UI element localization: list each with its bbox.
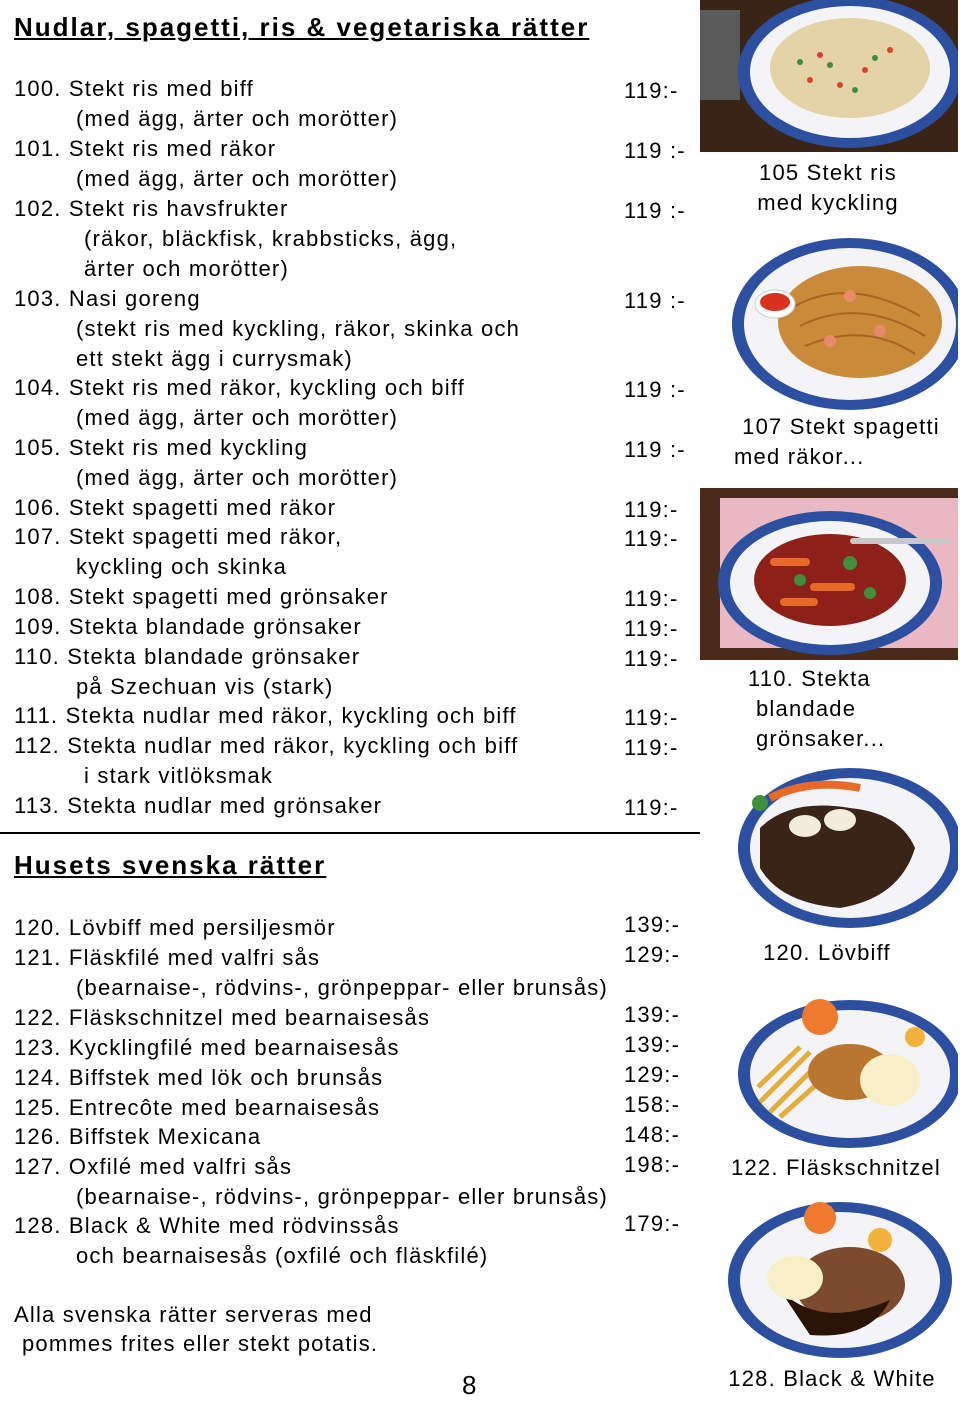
price: 129:- [624, 1062, 681, 1087]
price: 179:- [624, 1211, 681, 1236]
menu-item-112: 112. Stekta nudlar med räkor, kyckling och biff [14, 733, 519, 758]
menu-item-106: 106. Stekt spagetti med räkor [14, 495, 337, 520]
caption-line: 128. Black & White [728, 1366, 936, 1391]
caption-line: med räkor... [734, 444, 865, 469]
caption-line: 120. Lövbiff [763, 940, 891, 965]
menu-item-126: 126. Biffstek Mexicana [14, 1124, 262, 1149]
page-number: 8 [462, 1370, 478, 1400]
menu-item-102: 102. Stekt ris havsfrukter [14, 196, 289, 221]
black-and-white-photo [700, 1190, 958, 1360]
price: 119:- [624, 705, 679, 730]
price: 139:- [624, 1032, 681, 1057]
price: 119:- [624, 646, 679, 671]
menu-item-111: 111. Stekta nudlar med räkor, kyckling och biff [14, 703, 517, 728]
menu-item-104: 104. Stekt ris med räkor, kyckling och biff [14, 375, 466, 400]
menu-item-108: 108. Stekt spagetti med grönsaker [14, 584, 389, 609]
minute-steak-photo [700, 768, 958, 928]
menu-item-desc: (räkor, bläckfisk, krabbsticks, ägg, [84, 226, 458, 251]
photo-caption [706, 1364, 958, 1394]
price: 119 :- [624, 288, 686, 313]
photo-caption [712, 1153, 960, 1183]
menu-item-128: 128. Black & White med rödvinssås [14, 1213, 400, 1238]
footer-line-1: Alla svenska rätter serveras med [14, 1302, 373, 1327]
price: 119:- [624, 735, 679, 760]
menu-item-109: 109. Stekta blandade grönsaker [14, 614, 362, 639]
menu-item-124: 124. Biffstek med lök och brunsås [14, 1065, 384, 1090]
price: 119:- [624, 795, 679, 820]
menu-item-125: 125. Entrecôte med bearnaisesås [14, 1095, 381, 1120]
price: 119:- [624, 526, 679, 551]
pork-schnitzel-photo [700, 992, 958, 1148]
caption-line: 105 Stekt ris [759, 160, 897, 185]
menu-item-100: 100. Stekt ris med biff [14, 76, 254, 101]
price: 119:- [624, 78, 679, 103]
menu-item-desc: (med ägg, ärter och morötter) [76, 106, 399, 131]
section-divider [0, 832, 700, 834]
price: 119:- [624, 586, 679, 611]
menu-item-desc: ärter och morötter) [84, 256, 289, 281]
menu-item-107: 107. Stekt spagetti med räkor, [14, 524, 343, 549]
price: 139:- [624, 1002, 681, 1027]
menu-item-122: 122. Fläskschnitzel med bearnaisesås [14, 1005, 431, 1030]
price: 119 :- [624, 437, 686, 462]
caption-line: blandade [756, 696, 857, 721]
photo-caption [740, 664, 910, 754]
price: 119 :- [624, 198, 686, 223]
section-title-swedish: Husets svenska rätter [14, 850, 327, 880]
menu-item-105: 105. Stekt ris med kyckling [14, 435, 309, 460]
menu-item-120: 120. Lövbiff med persiljesmör [14, 915, 336, 940]
price: 129:- [624, 942, 681, 967]
menu-item-desc: på Szechuan vis (stark) [76, 674, 334, 699]
footer-line-2: pommes frites eller stekt potatis. [22, 1331, 379, 1356]
menu-item-desc: kyckling och skinka [76, 554, 288, 579]
menu-item-desc: ett stekt ägg i currysmak) [76, 346, 353, 371]
menu-item-desc: (med ägg, ärter och morötter) [76, 166, 399, 191]
menu-item-desc: (med ägg, ärter och morötter) [76, 465, 399, 490]
menu-item-110: 110. Stekta blandade grönsaker [14, 644, 361, 669]
menu-item-103: 103. Nasi goreng [14, 286, 201, 311]
photo-caption [722, 412, 960, 472]
menu-item-desc: (stekt ris med kyckling, räkor, skinka och [76, 316, 521, 341]
footer-note [14, 1300, 378, 1358]
price: 119 :- [624, 377, 686, 402]
price: 148:- [624, 1122, 681, 1147]
menu-item-113: 113. Stekta nudlar med grönsaker [14, 793, 383, 818]
caption-line: 107 Stekt spagetti [742, 414, 940, 439]
price: 158:- [624, 1092, 681, 1117]
photo-caption [708, 158, 948, 218]
menu-item-desc: (med ägg, ärter och morötter) [76, 405, 399, 430]
menu-item-desc: (bearnaise-, rödvins-, grönpeppar- eller brunsås) [76, 1184, 609, 1209]
fried-rice-with-chicken-photo [700, 0, 958, 152]
stir-fried-vegetables-photo [700, 488, 958, 660]
caption-line: grönsaker... [756, 726, 886, 751]
menu-item-desc: (bearnaise-, rödvins-, grönpeppar- eller brunsås) [76, 975, 609, 1000]
menu-item-desc: i stark vitlöksmak [84, 763, 274, 788]
price: 139:- [624, 912, 681, 937]
photo-caption [712, 938, 942, 968]
fried-spaghetti-with-shrimp-photo [700, 236, 958, 412]
menu-item-123: 123. Kycklingfilé med bearnaisesås [14, 1035, 400, 1060]
price: 198:- [624, 1152, 681, 1177]
price: 119 :- [624, 138, 686, 163]
caption-line: 110. Stekta [748, 666, 871, 691]
price: 119:- [624, 616, 679, 641]
menu-item-desc: och bearnaisesås (oxfilé och fläskfilé) [76, 1243, 489, 1268]
menu-item-127: 127. Oxfilé med valfri sås [14, 1154, 293, 1179]
section-title-noodles: Nudlar, spagetti, ris & vegetariska rätter [14, 12, 590, 42]
menu-item-101: 101. Stekt ris med räkor [14, 136, 277, 161]
menu-item-121: 121. Fläskfilé med valfri sås [14, 945, 321, 970]
price: 119:- [624, 497, 679, 522]
caption-line: 122. Fläskschnitzel [731, 1155, 941, 1180]
caption-line: med kyckling [757, 190, 899, 215]
